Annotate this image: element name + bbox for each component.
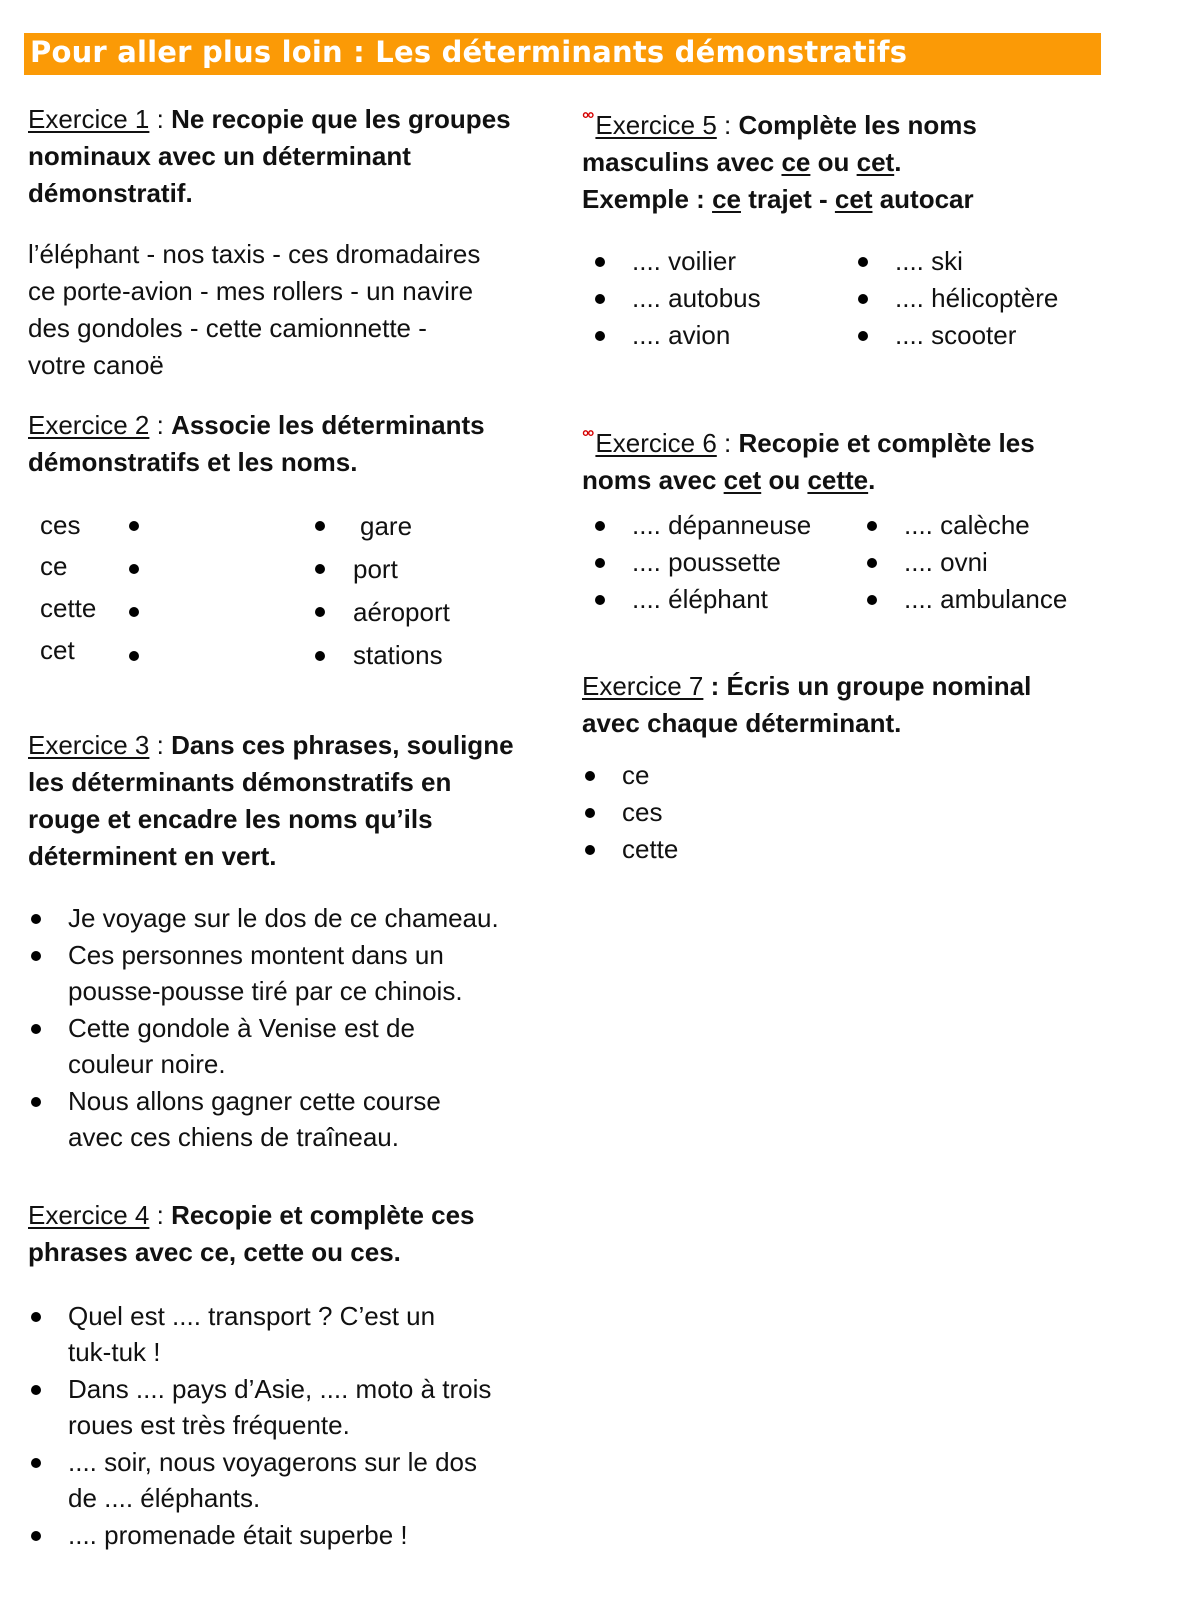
title-banner <box>24 33 1101 75</box>
list-item: .... calèche <box>864 507 1067 543</box>
list-item: Nous allons gagner cette course avec ces chiens de traîneau. <box>28 1083 499 1155</box>
noun-gare: gare <box>360 511 413 541</box>
exercise-4-heading: Exercice 4 : Recopie et complète ces phrases avec ce, cette ou ces. <box>28 1200 475 1267</box>
exercise-5-column-2 <box>855 243 1058 354</box>
exercise-6-label: Exercice 6 <box>595 428 717 458</box>
exercise-1-text: l’éléphant - nos taxis - ces dromadaires ce porte-avion - mes rollers - un navire des gondoles - cette camionnette - votre canoë <box>28 239 481 380</box>
exercise-7-determinants <box>582 757 678 868</box>
noun-stations: stations <box>353 640 443 670</box>
noun-port: port <box>353 554 398 584</box>
match-dot[interactable] <box>315 651 325 661</box>
list-item: Quel est .... transport ? C’est un tuk-tuk ! <box>28 1298 491 1370</box>
determinant-ces: ces <box>40 510 81 540</box>
exercise-5-column-1 <box>592 243 761 354</box>
exercise-6-column-2 <box>864 507 1067 618</box>
list-item: Ces personnes montent dans un pousse-pousse tiré par ce chinois. <box>28 937 499 1009</box>
determinant-cet: cet <box>40 635 75 665</box>
list-item: ce <box>582 757 678 793</box>
list-item: .... scooter <box>855 317 1058 353</box>
exercise-6-column-1 <box>592 507 811 618</box>
difficulty-marker: °° <box>582 427 593 447</box>
exercise-3-sentences <box>28 900 499 1156</box>
match-dot[interactable] <box>315 521 325 531</box>
exercise-5-label: Exercice 5 <box>595 110 717 140</box>
exercise-1-heading: Exercice 1 : Ne recopie que les groupes nominaux avec un déterminant démonstratif. <box>28 104 511 208</box>
exercise-4-label: Exercice 4 <box>28 1200 150 1230</box>
list-item: ces <box>582 794 678 830</box>
list-item: .... hélicoptère <box>855 280 1058 316</box>
list-item: Dans .... pays d’Asie, .... moto à trois roues est très fréquente. <box>28 1371 491 1443</box>
list-item: .... ovni <box>864 544 1067 580</box>
difficulty-marker: °° <box>582 109 593 129</box>
exercise-4-sentences <box>28 1298 491 1554</box>
exercise-5-example: Exemple : ce trajet - cet autocar <box>582 184 974 214</box>
match-dot[interactable] <box>129 651 139 661</box>
match-dot[interactable] <box>315 564 325 574</box>
exercise-6-heading: °° Exercice 6 : Recopie et complète les noms avec cet ou cette. <box>582 427 1035 495</box>
list-item: .... autobus <box>592 280 761 316</box>
list-item: .... ambulance <box>864 581 1067 617</box>
match-dot[interactable] <box>129 564 139 574</box>
determinant-cette: cette <box>40 593 97 623</box>
list-item: .... dépanneuse <box>592 507 811 543</box>
list-item: .... poussette <box>592 544 811 580</box>
exercise-7-heading: Exercice 7 : Écris un groupe nominal avec chaque déterminant. <box>582 671 1032 738</box>
match-dot[interactable] <box>129 607 139 617</box>
list-item: Cette gondole à Venise est de couleur noire. <box>28 1010 499 1082</box>
list-item: .... avion <box>592 317 761 353</box>
exercise-3-heading: Exercice 3 : Dans ces phrases, souligne les déterminants démonstratifs en rouge et encadre les noms qu’ils déterminent en vert. <box>28 730 514 871</box>
list-item: .... éléphant <box>592 581 811 617</box>
exercise-2-heading: Exercice 2 : Associe les déterminants démonstratifs et les noms. <box>28 410 485 477</box>
exercise-2-label: Exercice 2 <box>28 410 150 440</box>
list-item: .... promenade était superbe ! <box>28 1517 491 1553</box>
page-title: Pour aller plus loin : Les déterminants démonstratifs <box>30 35 908 69</box>
exercise-5-heading: °° Exercice 5 : Complète les noms masculins avec ce ou cet. Exemple : ce trajet - cet autocar <box>582 109 977 214</box>
exercise-1-label: Exercice 1 <box>28 104 150 134</box>
list-item: .... ski <box>855 243 1058 279</box>
determinant-ce: ce <box>40 551 68 581</box>
match-dot[interactable] <box>315 607 325 617</box>
exercise-3-label: Exercice 3 <box>28 730 150 760</box>
exercise-7-label: Exercice 7 <box>582 671 704 701</box>
list-item: Je voyage sur le dos de ce chameau. <box>28 900 499 936</box>
list-item: .... voilier <box>592 243 761 279</box>
list-item: .... soir, nous voyagerons sur le dos de .... éléphants. <box>28 1444 491 1516</box>
list-item: cette <box>582 831 678 867</box>
noun-aeroport: aéroport <box>353 597 450 627</box>
match-dot[interactable] <box>129 521 139 531</box>
